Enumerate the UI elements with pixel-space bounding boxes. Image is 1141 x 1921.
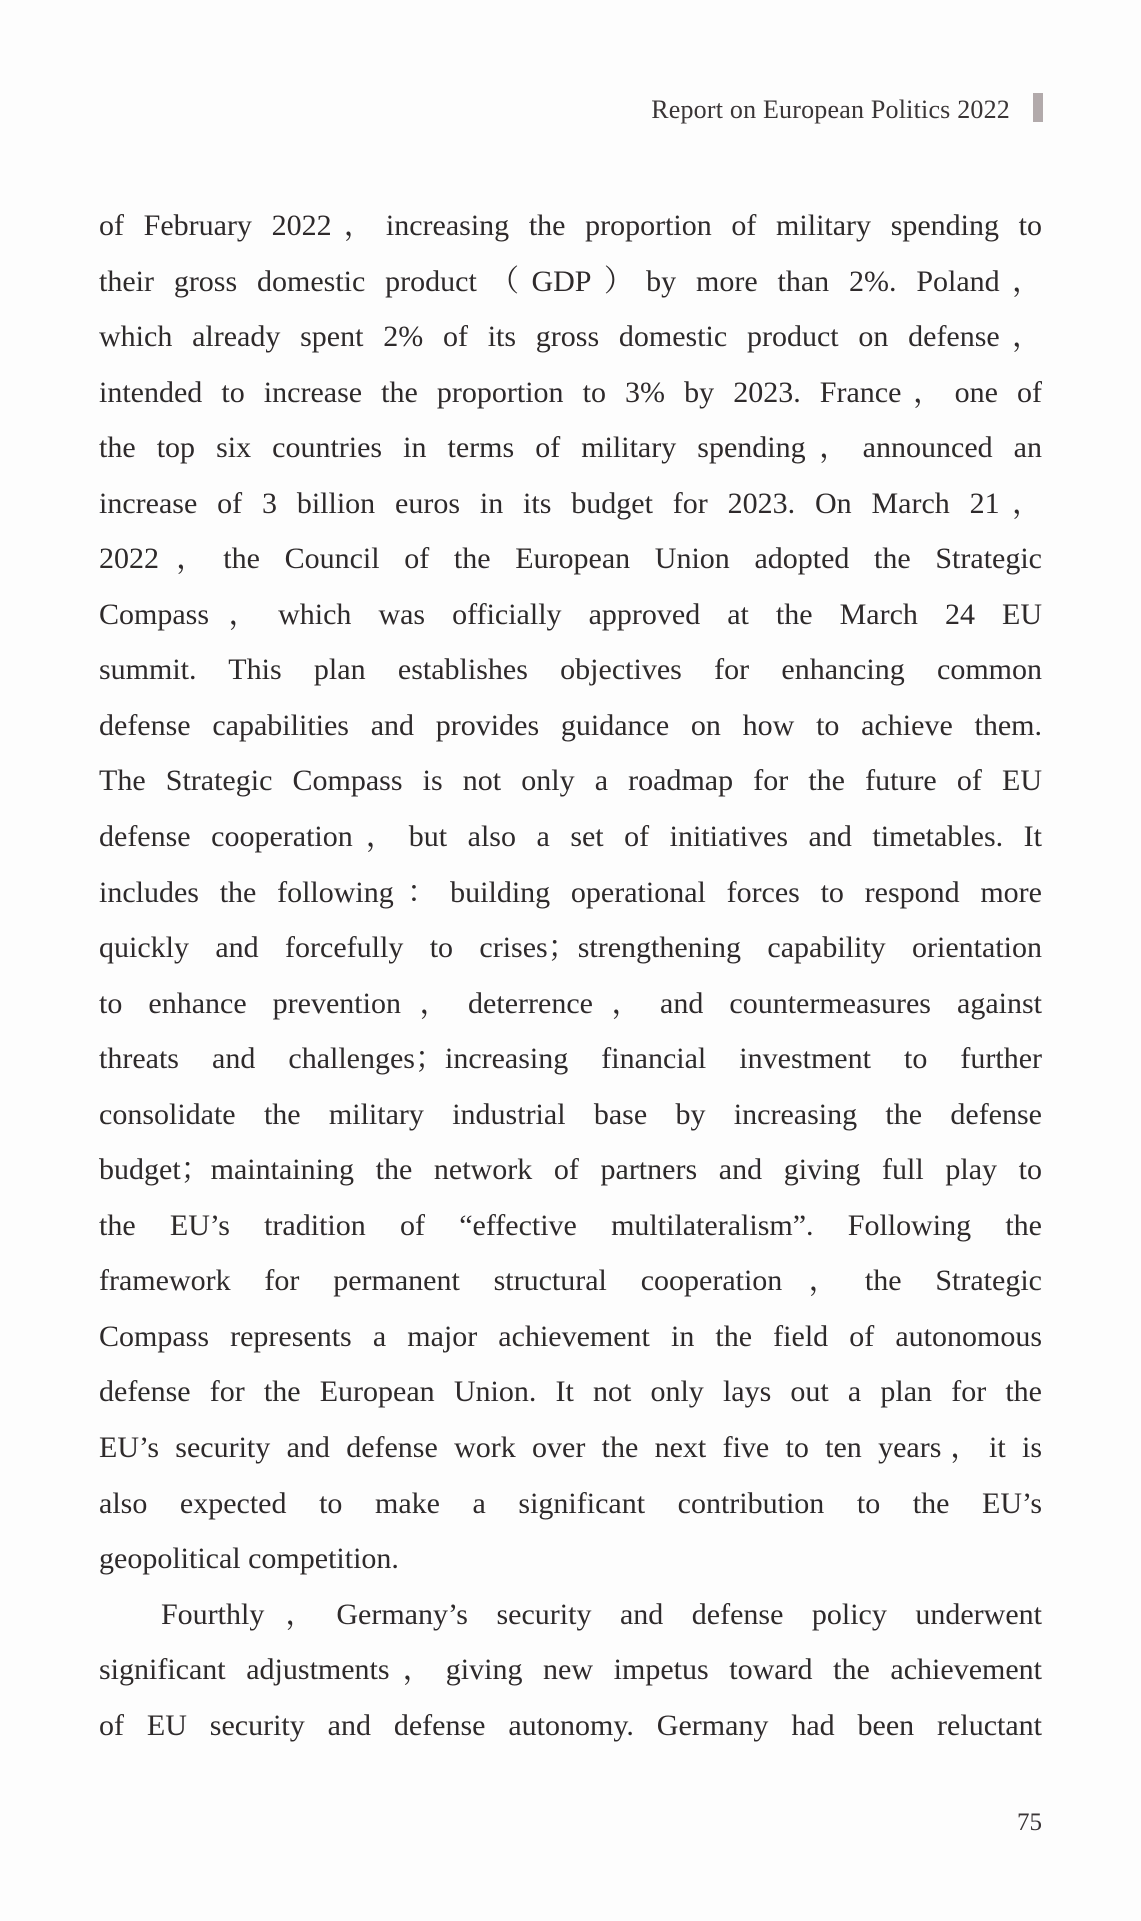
text-line: significant adjustments，giving new impetus toward the achievement: [99, 1653, 1042, 1687]
text-line: summit. This plan establishes objectives for enhancing common: [99, 653, 1042, 687]
text-line: to enhance prevention，deterrence，and countermeasures against: [99, 986, 1042, 1020]
text-line: the top six countries in terms of military spending，announced an: [99, 431, 1042, 465]
text-line: of February 2022，increasing the proportion of military spending to: [99, 209, 1042, 242]
running-header-title: Report on European Politics 2022: [651, 95, 1010, 124]
text-line: their gross domestic product（GDP）by more than 2%. Poland，: [99, 264, 1042, 298]
text-line: budget；maintaining the network of partners and giving full play to: [99, 1153, 1042, 1187]
text-line: EU’s security and defense work over the next five to ten years，it is: [99, 1431, 1042, 1465]
text-line: Compass represents a major achievement in the field of autonomous: [99, 1319, 1042, 1353]
text-line: also expected to make a significant contribution to the EU’s: [99, 1486, 1042, 1520]
text-line: includes the following：building operational forces to respond more: [99, 875, 1042, 909]
text-line: The Strategic Compass is not only a roadmap for the future of EU: [99, 764, 1042, 798]
text-line: consolidate the military industrial base by increasing the defense: [99, 1097, 1042, 1131]
text-line: Fourthly，Germany’s security and defense policy underwent: [161, 1597, 1042, 1631]
body-text: [99, 198, 1042, 1753]
text-line: defense cooperation，but also a set of initiatives and timetables. It: [99, 820, 1042, 854]
text-line: threats and challenges；increasing financial investment to further: [99, 1042, 1042, 1076]
text-line: quickly and forcefully to crises；strengthening capability orientation: [99, 931, 1042, 965]
page-number: 75: [1017, 1809, 1042, 1836]
text-line: which already spent 2% of its gross domestic product on defense，: [99, 320, 1042, 354]
header-marker-bar: [1033, 93, 1043, 122]
text-line: of EU security and defense autonomy. Germany had been reluctant: [99, 1708, 1042, 1742]
text-line: 2022，the Council of the European Union adopted the Strategic: [99, 542, 1042, 576]
text-line: defense for the European Union. It not only lays out a plan for the: [99, 1375, 1042, 1409]
text-line: defense capabilities and provides guidance on how to achieve them.: [99, 708, 1042, 742]
text-line: intended to increase the proportion to 3% by 2023. France，one of: [99, 375, 1042, 409]
paragraph: [99, 198, 1042, 1587]
paragraph: [99, 1587, 1042, 1754]
text-line: framework for permanent structural cooperation，the Strategic: [99, 1264, 1042, 1298]
text-line: Compass，which was officially approved at the March 24 EU: [99, 597, 1042, 631]
text-line: geopolitical competition.: [99, 1542, 399, 1576]
text-line: the EU’s tradition of “effective multilateralism”. Following the: [99, 1208, 1042, 1242]
text-line: increase of 3 billion euros in its budget for 2023. On March 21，: [99, 486, 1042, 520]
